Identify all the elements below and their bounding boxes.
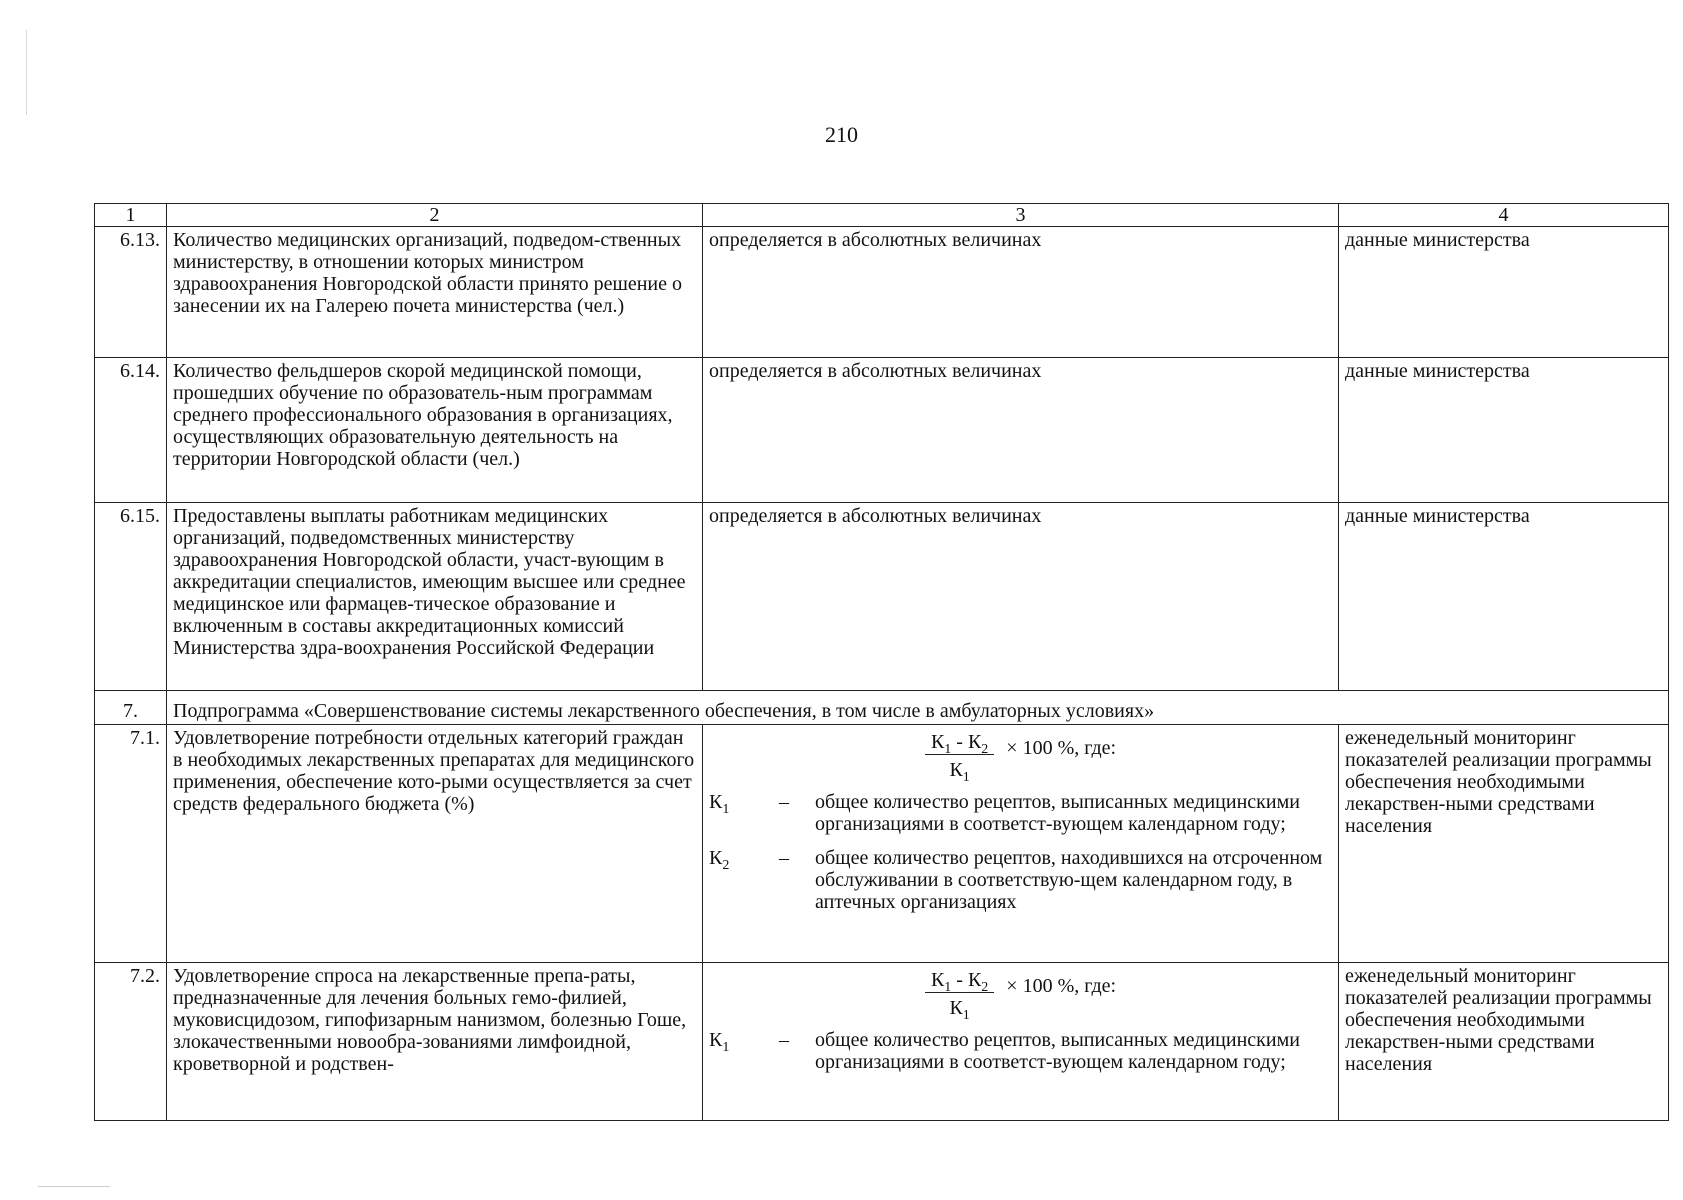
data-source: еженедельный мониторинг показателей реализации программы обеспечения необходимыми лекарствен-ными средствами населения bbox=[1339, 963, 1669, 1121]
table-row bbox=[95, 963, 1669, 1121]
row-number: 7.2. bbox=[95, 963, 167, 1121]
definition-dash: – bbox=[779, 791, 789, 813]
row-number: 7.1. bbox=[95, 725, 167, 963]
row-number: 6.13. bbox=[95, 227, 167, 358]
calculation-method bbox=[703, 725, 1339, 963]
table-row bbox=[95, 227, 1669, 358]
indicator-name: Предоставлены выплаты работникам медицинских организаций, подведомственных министерству здравоохранения Новгородской области, участ-вующим в аккредитации специалистов, имеющим высшее или среднее медицинское или фармацев-тическое образование и включенным в составы аккредитационных комиссий Министерства здра-воохранения Российской Федерации bbox=[167, 503, 703, 691]
indicator-name: Удовлетворение спроса на лекарственные препа-раты, предназначенные для лечения больных гемо-филией, муковисцидозом, гипофизарным нанизмом, болезнью Гоше, злокачественными новообра-зованиями лимфоидной, кроветворной и родствен- bbox=[167, 963, 703, 1121]
variable-definition bbox=[709, 791, 1332, 835]
formula-denominator: $К_1$ bbox=[949, 997, 970, 1023]
definition-dash: – bbox=[779, 1029, 789, 1051]
section-title: Подпрограмма «Совершенствование системы лекарственного обеспечения, в том числе в амбулаторных условиях» bbox=[167, 691, 1669, 725]
data-source: данные министерства bbox=[1339, 503, 1669, 691]
variable-definition bbox=[709, 1029, 1332, 1073]
formula bbox=[709, 731, 1332, 783]
table-row bbox=[95, 503, 1669, 691]
page-number: 210 bbox=[825, 122, 858, 147]
table-row bbox=[95, 725, 1669, 963]
formula-denominator: $К_1$ bbox=[949, 759, 970, 785]
formula-fraction bbox=[925, 969, 994, 1021]
table-row bbox=[95, 358, 1669, 503]
calculation-method: определяется в абсолютных величинах bbox=[703, 358, 1339, 503]
formula-tail: × 100 %, где: bbox=[1006, 975, 1117, 997]
indicators-table bbox=[94, 203, 1669, 1121]
definition-dash: – bbox=[779, 847, 789, 869]
header-cell-1: 1 bbox=[95, 204, 167, 227]
definition-text: общее количество рецептов, находившихся на отсроченном обслуживании в соответствую-щем календарном году, в аптечных организациях bbox=[815, 847, 1323, 913]
formula-fraction bbox=[925, 731, 994, 783]
variable-symbol: $К_1$ bbox=[709, 791, 730, 817]
indicator-name: Удовлетворение потребности отдельных категорий граждан в необходимых лекарственных препаратах для медицинского применения, обеспечение кото-рыми осуществляется за счет средств федерального бюджета (%) bbox=[167, 725, 703, 963]
header-cell-2: 2 bbox=[167, 204, 703, 227]
header-cell-4: 4 bbox=[1339, 204, 1669, 227]
indicator-name: Количество медицинских организаций, подведом-ственных министерству, в отношении которых министром здравоохранения Новгородской области принято решение о занесении их на Галерею почета министерства (чел.) bbox=[167, 227, 703, 358]
section-number: 7. bbox=[95, 691, 167, 725]
table-header-row bbox=[95, 204, 1669, 227]
section-row bbox=[95, 691, 1669, 725]
variable-symbol: $К_2$ bbox=[709, 847, 730, 873]
calculation-method: определяется в абсолютных величинах bbox=[703, 503, 1339, 691]
calculation-method bbox=[703, 963, 1339, 1121]
data-source: еженедельный мониторинг показателей реализации программы обеспечения необходимыми лекарствен-ными средствами населения bbox=[1339, 725, 1669, 963]
definition-text: общее количество рецептов, выписанных медицинскими организациями в соответст-вующем календарном году; bbox=[815, 791, 1300, 835]
footnote-rule bbox=[38, 1186, 110, 1187]
variable-definition bbox=[709, 847, 1332, 913]
calculation-method: определяется в абсолютных величинах bbox=[703, 227, 1339, 358]
scan-edge-mark bbox=[26, 30, 27, 115]
data-source: данные министерства bbox=[1339, 227, 1669, 358]
formula-tail: × 100 %, где: bbox=[1006, 737, 1117, 759]
formula bbox=[709, 969, 1332, 1021]
variable-symbol: $К_1$ bbox=[709, 1029, 730, 1055]
formula-numerator: $К_1 - К_2$ bbox=[925, 969, 994, 993]
row-number: 6.15. bbox=[95, 503, 167, 691]
row-number: 6.14. bbox=[95, 358, 167, 503]
definition-text: общее количество рецептов, выписанных медицинскими организациями в соответст-вующем календарном году; bbox=[815, 1029, 1300, 1073]
indicator-name: Количество фельдшеров скорой медицинской помощи, прошедших обучение по образователь-ным программам среднего профессионального образования в организациях, осуществляющих образовательную деятельность на территории Новгородской области (чел.) bbox=[167, 358, 703, 503]
header-cell-3: 3 bbox=[703, 204, 1339, 227]
formula-numerator: $К_1 - К_2$ bbox=[925, 731, 994, 755]
data-source: данные министерства bbox=[1339, 358, 1669, 503]
